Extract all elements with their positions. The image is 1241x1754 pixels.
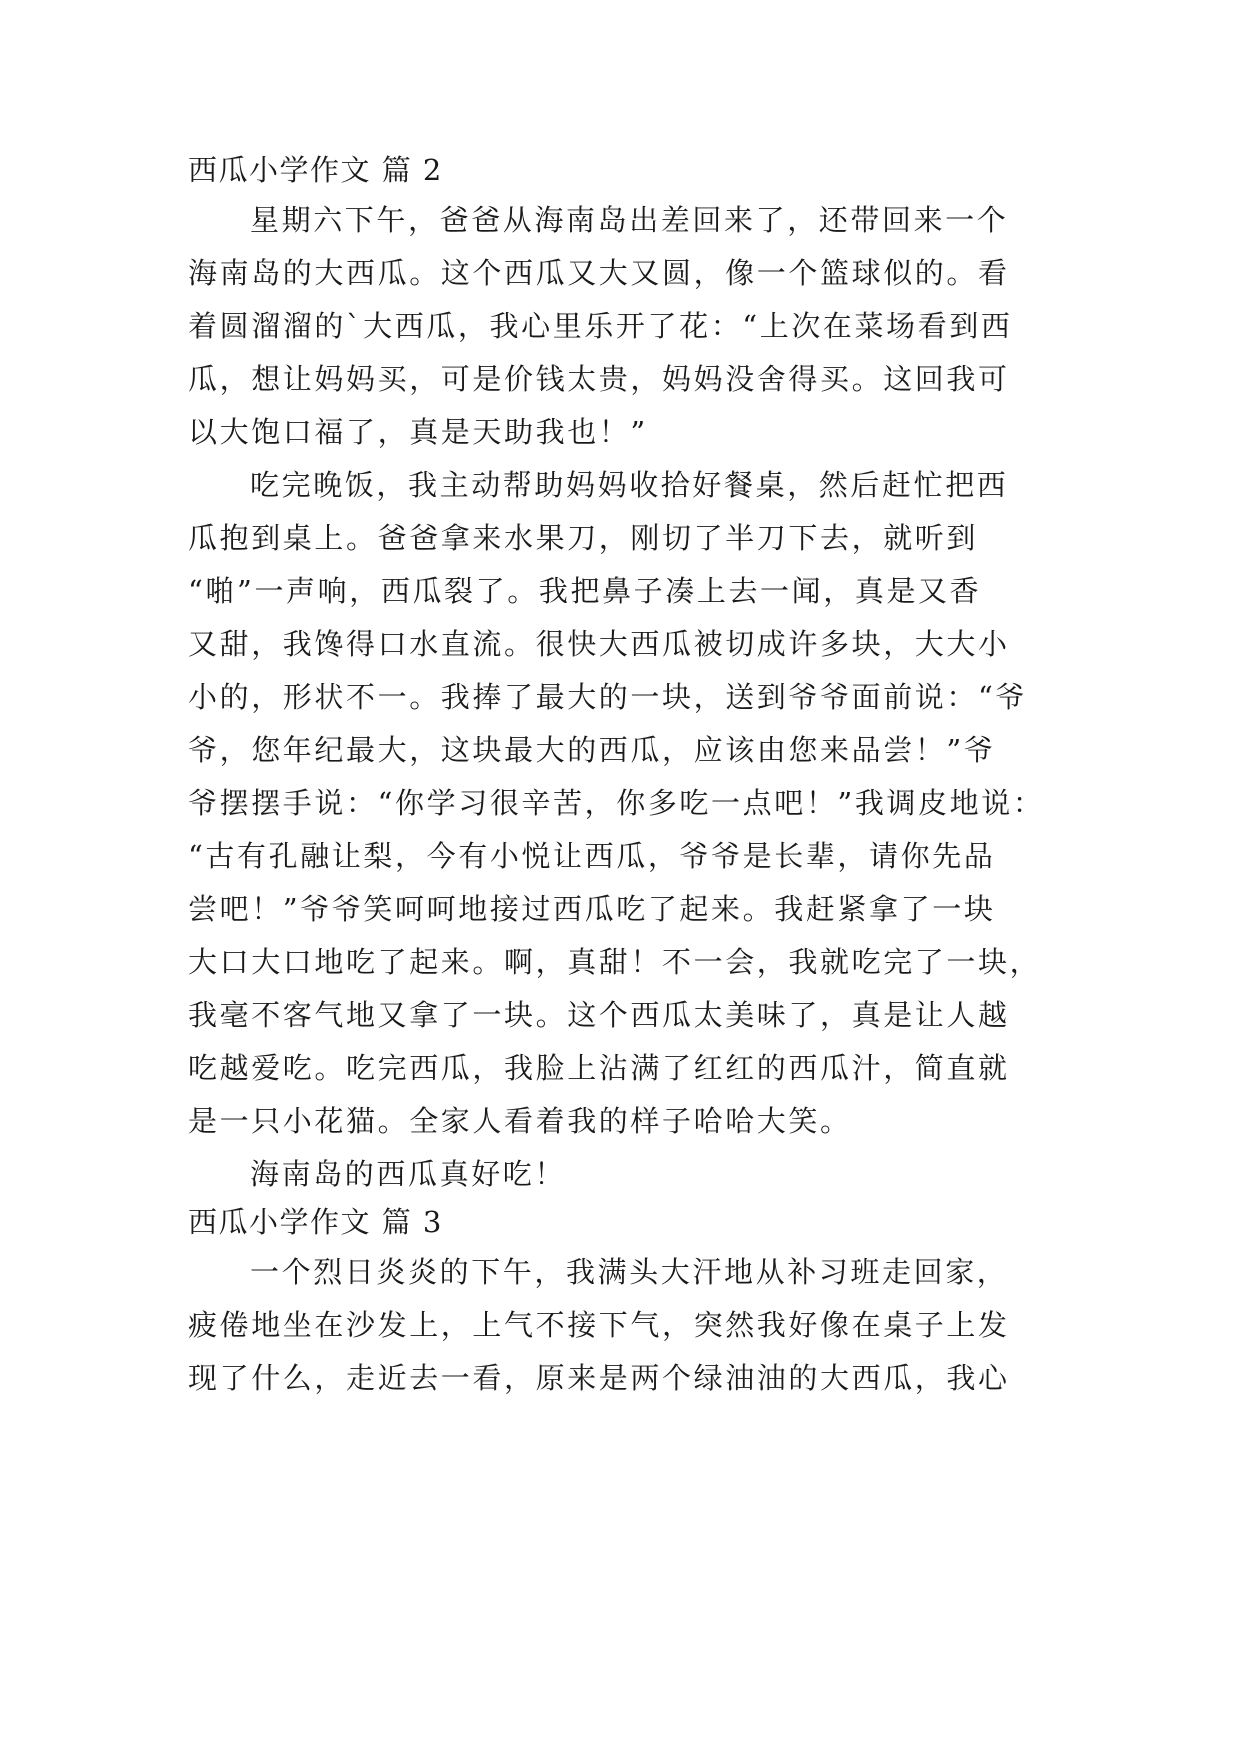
paragraph-line: 我毫不客气地又拿了一块。这个西瓜太美味了，真是让人越 xyxy=(188,998,1010,1032)
paragraph-line: 尝吧！”爷爷笑呵呵地接过西瓜吃了起来。我赶紧拿了一块 xyxy=(188,892,996,926)
paragraph-line: 小的，形状不一。我捧了最大的一块，送到爷爷面前说：“爷 xyxy=(188,680,1028,714)
paragraph-line: 一个烈日炎炎的下午，我满头大汗地从补习班走回家， xyxy=(250,1255,1009,1289)
paragraph-line: 爷，您年纪最大，这块最大的西瓜，应该由您来品尝！”爷 xyxy=(188,733,996,767)
paragraph-line: 爷摆摆手说：“你学习很辛苦，你多吃一点吧！”我调皮地说： xyxy=(188,786,1045,820)
paragraph-line: “啪”一声响，西瓜裂了。我把鼻子凑上去一闻，真是又香 xyxy=(188,574,982,608)
paragraph-line: 吃完晚饭，我主动帮助妈妈收拾好餐桌，然后赶忙把西 xyxy=(250,468,1009,502)
section-heading: 西瓜小学作文 篇 2 xyxy=(188,153,443,187)
paragraph-line: 疲倦地坐在沙发上，上气不接下气，突然我好像在桌子上发 xyxy=(188,1308,1010,1342)
paragraph-line: 现了什么，走近去一看，原来是两个绿油油的大西瓜，我心 xyxy=(188,1361,1010,1395)
paragraph-line: 大口大口地吃了起来。啊，真甜！不一会，我就吃完了一块， xyxy=(188,945,1042,979)
paragraph-line: 瓜抱到桌上。爸爸拿来水果刀，刚切了半刀下去，就听到 xyxy=(188,521,979,555)
paragraph-line: “古有孔融让梨，今有小悦让西瓜，爷爷是长辈，请你先品 xyxy=(188,839,996,873)
section-heading: 西瓜小学作文 篇 3 xyxy=(188,1205,443,1239)
paragraph-line: 吃越爱吃。吃完西瓜，我脸上沾满了红红的西瓜汁，简直就 xyxy=(188,1051,1010,1085)
paragraph-line: 着圆溜溜的`大西瓜，我心里乐开了花：“上次在菜场看到西 xyxy=(188,309,1013,343)
paragraph-line: 以大饱口福了，真是天助我也！” xyxy=(188,415,648,449)
paragraph-line: 瓜，想让妈妈买，可是价钱太贵，妈妈没舍得买。这回我可 xyxy=(188,362,1010,396)
paragraph-line: 星期六下午，爸爸从海南岛出差回来了，还带回来一个 xyxy=(250,203,1009,237)
paragraph-line: 海南岛的西瓜真好吃！ xyxy=(250,1157,567,1191)
paragraph-line: 海南岛的大西瓜。这个西瓜又大又圆，像一个篮球似的。看 xyxy=(188,256,1010,290)
paragraph-line: 是一只小花猫。全家人看着我的样子哈哈大笑。 xyxy=(188,1104,852,1138)
paragraph-line: 又甜，我馋得口水直流。很快大西瓜被切成许多块，大大小 xyxy=(188,627,1010,661)
